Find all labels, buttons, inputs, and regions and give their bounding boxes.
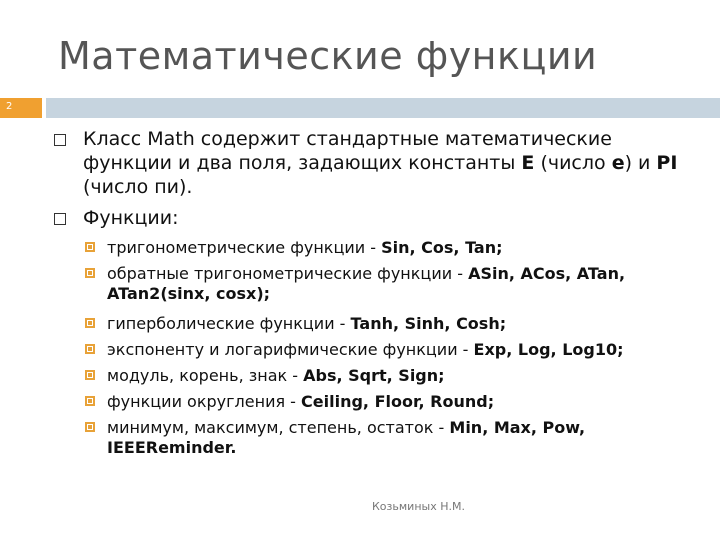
checkbox-bullet-icon xyxy=(54,213,66,225)
slide-title: Математические функции xyxy=(58,34,598,78)
sub-list-item: функции округления - Ceiling, Floor, Round; xyxy=(85,392,685,412)
slide-footer: Козьминых Н.М. xyxy=(372,500,465,513)
page-number: 2 xyxy=(6,101,13,112)
list-item-text: Функции: xyxy=(83,207,179,229)
checkbox-bullet-icon xyxy=(54,134,66,146)
square-bullet-icon xyxy=(85,268,95,278)
list-item xyxy=(54,206,694,230)
square-bullet-icon xyxy=(85,422,95,432)
square-bullet-icon xyxy=(85,396,95,406)
square-bullet-icon xyxy=(85,242,95,252)
square-bullet-icon xyxy=(85,318,95,328)
sub-list-item: минимум, максимум, степень, остаток - Min, Max, Pow, IEEEReminder. xyxy=(85,418,685,458)
sub-list-item: тригонометрические функции - Sin, Cos, Tan; xyxy=(85,238,685,258)
sub-list-item: гиперболические функции - Tanh, Sinh, Cosh; xyxy=(85,314,685,334)
sub-list-item: модуль, корень, знак - Abs, Sqrt, Sign; xyxy=(85,366,685,386)
square-bullet-icon xyxy=(85,344,95,354)
header-divider-bar xyxy=(46,98,720,118)
sub-list-item: обратные тригонометрические функции - ASin, ACos, ATan, ATan2(sinx, cosx); xyxy=(85,264,685,304)
list-item xyxy=(54,127,694,199)
sub-list-item: экспоненту и логарифмические функции - Exp, Log, Log10; xyxy=(85,340,685,360)
square-bullet-icon xyxy=(85,370,95,380)
list-item-text: Класс Math содержит стандартные математические функции и два поля, задающих константы E (число e) и PI (число пи). xyxy=(83,128,678,198)
